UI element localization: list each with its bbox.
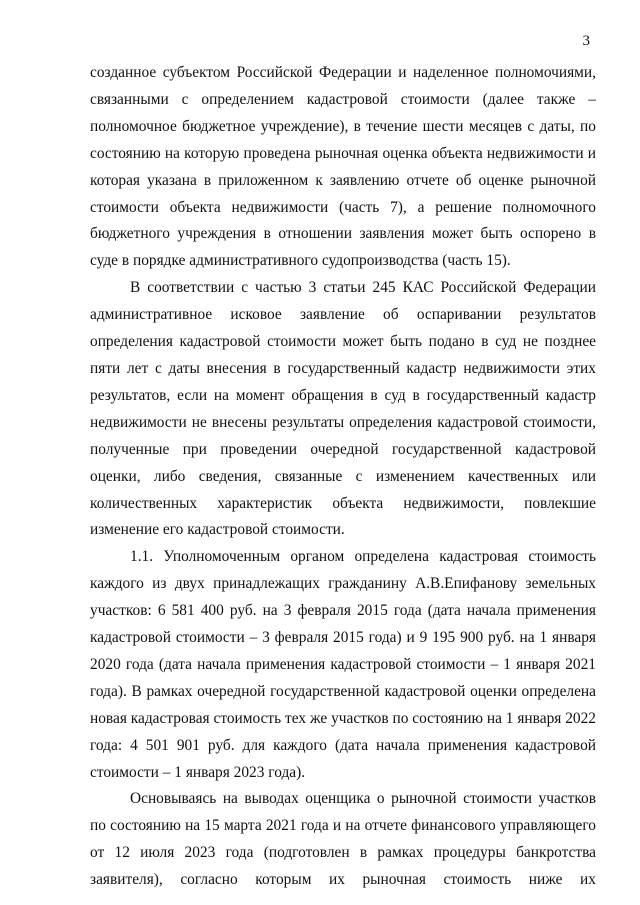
document-body xyxy=(90,60,596,894)
paragraph-1-1: 1.1. Уполномоченным органом определена кадастровая стоимость каждого из двух принадлежащих гражданину А.В.Епифанову земельных участков: 6 581 400 руб. на 3 февраля 2015 года (дата начала применения кадастровой стоимости – 3 февраля 2015 года) и 9 195 900 руб. на 1 января 2020 года (дата начала применения кадастровой стоимости – 1 января 2021 года). В рамках очередной государственной кадастровой оценки определена новая кадастровая стоимость тех же участков по состоянию на 1 января 2022 года: 4 501 901 руб. для каждого (дата начала применения кадастровой стоимости – 1 января 2023 года). xyxy=(90,548,596,781)
page-number: 3 xyxy=(582,33,590,49)
paragraph-article-245: В соответствии с частью 3 статьи 245 КАС Российской Федерации административное исковое заявление об оспаривании результатов определения кадастровой стоимости может быть подано в суд не позднее пяти лет с даты внесения в государственный кадастр недвижимости этих результатов, если на момент обращения в суд в государственный кадастр недвижимости не внесены результаты определения кадастровой стоимости, полученные при проведении очередной государственной кадастровой оценки, либо сведения, связанные с изменением качественных или количественных характеристик объекта недвижимости, повлекшие изменение его кадастровой стоимости. xyxy=(90,279,596,539)
paragraph-continuation: созданное субъектом Российской Федерации и наделенное полномочиями, связанными с определением кадастровой стоимости (далее также – полномочное бюджетное учреждение), в течение шести месяцев с даты, по состоянию на которую проведена рыночная оценка объекта недвижимости и которая указана в приложенном к заявлению отчете об оценке рыночной стоимости объекта недвижимости (часть 7), а решение полномочного бюджетного учреждения в отношении заявления может быть оспорено в суде в порядке административного судопроизводства (часть 15). xyxy=(90,64,596,270)
paragraph-appraiser-conclusions: Основываясь на выводах оценщика о рыночной стоимости участков по состоянию на 15 марта 2021 года и на отчете финансового управляющего от 12 июля 2023 года (подготовлен в рамках процедуры банкротства заявителя), согласно которым их рыночная стоимость ниже их xyxy=(90,790,596,889)
